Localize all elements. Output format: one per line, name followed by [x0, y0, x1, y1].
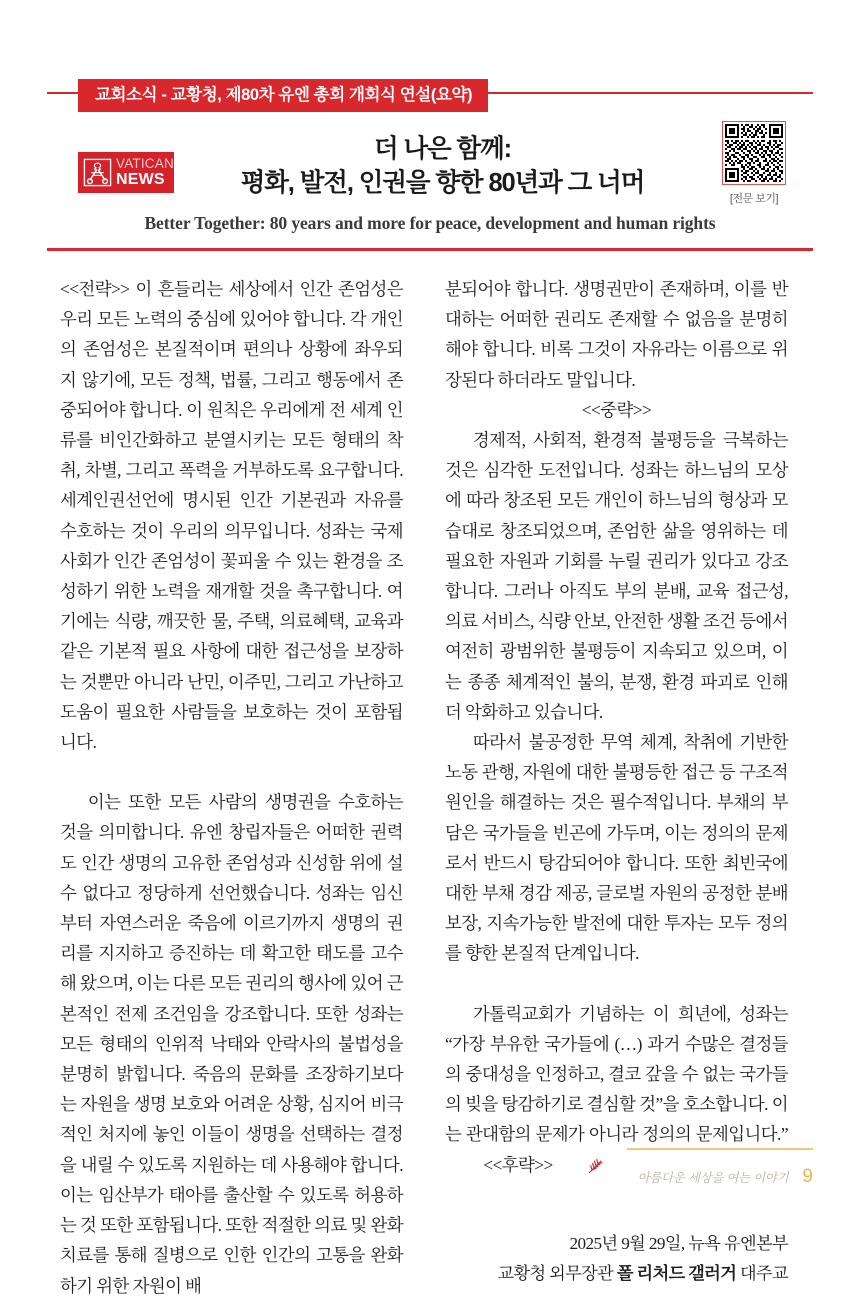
paragraph-right-4-text: 가톨릭교회가 기념하는 이 희년에, 성좌는 “가장 부유한 국가들에 (…) 과거 수많은 결정들의 중대성을 인정하고, 결코 갚을 수 없는 국가들의 빚을 탕감하기로 결심할 것”을 호소합니다. 이는 관대함의 문제가 아니라 정의의 문제입니다.”	[445, 1003, 788, 1145]
article-signature	[445, 1229, 788, 1289]
paragraph-right-2: 경제적, 사회적, 환경적 불평등을 극복하는 것은 심각한 도전입니다. 성좌는 하느님의 모상에 따라 창조된 모든 개인이 하느님의 형상과 모습대로 창조되었으며, 존엄한 삶을 영위하는 데 필요한 자원과 기회를 누릴 권리가 있다고 강조합니다. 그러나 아직도 부의 분배, 교육 접근성, 의료 서비스, 식량 안보, 안전한 생활 조건 등에서 여전히 광범위한 불평등이 지속되고 있으며, 이는 종종 체계적인 불의, 분쟁, 환경 파괴로 인해 더 악화하고 있습니다.	[445, 430, 788, 722]
qr-code-caption: [전문 보기]	[729, 193, 779, 205]
article-column-left	[60, 274, 403, 1301]
section-banner	[78, 79, 488, 112]
omission-marker-end: <<후략>>	[483, 1154, 553, 1175]
page-footer	[0, 1148, 860, 1208]
papal-keys-crest-icon	[82, 157, 113, 188]
qr-code-block[interactable]	[722, 121, 786, 206]
paragraph-right-1: 분되어야 합니다. 생명권만이 존재하며, 이를 반대하는 어떠한 권리도 존재할 수 없음을 분명히 해야 합니다. 비록 그것이 자유라는 이름으로 위장된다 하더라도 말입니다.	[445, 279, 788, 390]
article-column-right	[445, 274, 788, 1289]
section-banner-label: 교회소식 - 교황청, 제80차 유엔 총회 개회식 연설(요약)	[95, 86, 473, 105]
paragraph-left-2: 이는 또한 모든 사람의 생명권을 수호하는 것을 의미합니다. 유엔 창립자들은 어떠한 권력도 인간 생명의 고유한 존엄성과 신성함 위에 설 수 없다고 정당하게 선언했습니다. 성좌는 임신부터 자연스러운 죽음에 이르기까지 생명의 권리를 지지하고 증진하는 데 확고한 태도를 고수해 왔으며, 이는 다른 모든 권리의 행사에 있어 근본적인 전제 조건임을 강조합니다. 또한 성좌는 모든 형태의 인위적 낙태와 안락사의 불법성을 분명히 밝힙니다. 죽음의 문화를 조장하기보다는 자원을 생명 보호와 어려운 상황, 심지어 비극적인 처지에 놓인 이들이 생명을 선택하는 결정을 내릴 수 있도록 지원하는 데 사용해야 합니다. 이는 임산부가 태아를 출산할 수 있도록 허용하는 것 또한 포함됩니다. 또한 적절한 의료 및 완화 치료를 통해 질병으로 인한 인간의 고통을 완화하기 위한 자원이 배	[60, 792, 403, 1296]
qr-code-icon[interactable]	[722, 121, 786, 185]
page-header	[0, 0, 860, 255]
page-title	[190, 133, 695, 201]
signature-date-location: 2025년 9월 29일, 뉴욕 유엔본부	[569, 1233, 788, 1253]
footer-row	[638, 1167, 813, 1186]
logo-brand-top: VATICAN	[116, 156, 174, 172]
page-subtitle-english: Better Together: 80 years and more for peace, development and human rights	[144, 213, 716, 233]
page-title-line-2: 평화, 발전, 인권을 향한 80년과 그 너머	[240, 168, 645, 197]
signature-author-name: 폴 리처드 갤러거	[616, 1263, 737, 1283]
paragraph-left-1: <<전략>> 이 흔들리는 세상에서 인간 존엄성은 우리 모든 노력의 중심에 있어야 합니다. 각 개인의 존엄성은 본질적이며 편의나 상황에 좌우되지 않기에, 모든 정책, 법률, 그리고 행동에서 존중되어야 합니다. 이 원칙은 우리에게 전 세계 인류를 비인간화하고 분열시키는 모든 형태의 착취, 차별, 그리고 폭력을 거부하도록 요구합니다. 세계인권선언에 명시된 인간 기본권과 자유를 수호하는 것이 우리의 의무입니다. 성좌는 국제사회가 인간 존엄성이 꽃피울 수 있는 환경을 조성하기 위한 노력을 재개할 것을 촉구합니다. 여기에는 식량, 깨끗한 물, 주택, 의료혜택, 교육과 같은 기본적 필요 사항에 대한 접근성을 보장하는 것뿐만 아니라 난민, 이주민, 그리고 가난하고 도움이 필요한 사람들을 보호하는 것이 포함됩니다.	[60, 279, 403, 753]
page-number: 9	[802, 1166, 813, 1187]
footer-tagline: 아름다운 세상을 여는 이야기	[637, 1171, 789, 1185]
vatican-news-logo	[78, 152, 174, 193]
vatican-news-wordmark	[116, 157, 174, 188]
logo-brand-bottom: NEWS	[116, 170, 165, 188]
signature-author	[445, 1259, 788, 1289]
header-bottom-rule	[47, 248, 813, 251]
footer-rule	[627, 1148, 813, 1150]
signature-author-title-prefix: 교황청 외무장관	[497, 1263, 617, 1283]
signature-author-title-suffix: 대주교	[736, 1263, 788, 1283]
page-title-line-1: 더 나은 함께:	[373, 135, 512, 163]
omission-marker-middle: <<중략>>	[581, 399, 652, 420]
paragraph-right-3: 따라서 불공정한 무역 체계, 착취에 기반한 노동 관행, 자원에 대한 불평등한 접근 등 구조적 원인을 해결하는 것은 필수적입니다. 부채의 부담은 국가들을 빈곤에 가두며, 이는 정의의 문제로서 반드시 탕감되어야 합니다. 또한 최빈국에 대한 부채 경감 제공, 글로벌 자원의 공정한 분배 보장, 지속가능한 발전에 대한 투자는 모두 정의를 향한 본질적 단계입니다.	[445, 732, 788, 964]
